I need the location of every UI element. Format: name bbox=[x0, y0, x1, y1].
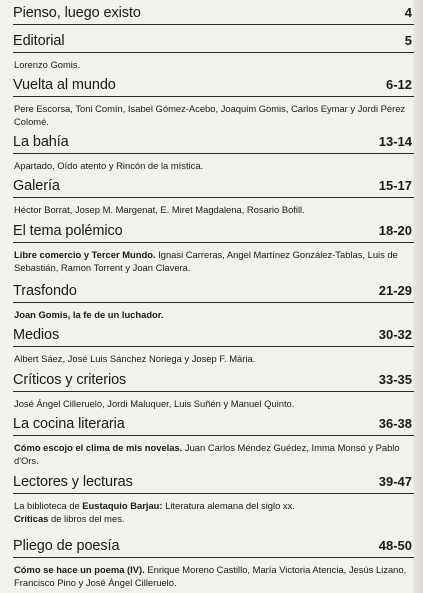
featured-topic: Joan Gomis, la fe de un luchador. bbox=[14, 309, 164, 320]
section-title: Pliego de poesía bbox=[13, 538, 120, 554]
section-contributors bbox=[13, 159, 414, 172]
section-pages: 21-29 bbox=[378, 283, 412, 298]
toc-entry-header bbox=[13, 223, 414, 243]
section-title: Pienso, luego existo bbox=[13, 5, 141, 21]
toc-entry bbox=[13, 33, 414, 71]
toc-entry bbox=[13, 474, 414, 525]
featured-topic: Libre comercio y Tercer Mundo. bbox=[14, 249, 156, 260]
toc-entry bbox=[13, 223, 414, 274]
section-contributors bbox=[13, 102, 414, 128]
toc-entry-header bbox=[13, 134, 414, 154]
section-contributors bbox=[13, 58, 414, 71]
toc-entry-header bbox=[13, 416, 414, 436]
section-pages: 18-20 bbox=[378, 223, 412, 238]
section-title: Trasfondo bbox=[13, 283, 77, 299]
section-pages: 13-14 bbox=[378, 134, 412, 149]
toc-entry bbox=[13, 416, 414, 467]
toc-entry-header bbox=[13, 372, 414, 392]
section-contributors bbox=[13, 203, 414, 216]
toc-entry-header bbox=[13, 283, 414, 303]
section-pages: 48-50 bbox=[378, 538, 412, 553]
toc-entry-header bbox=[13, 178, 414, 198]
section-contributors bbox=[13, 499, 414, 525]
toc-entry bbox=[13, 77, 414, 128]
toc-entry bbox=[13, 327, 414, 365]
section-pages: 15-17 bbox=[378, 178, 412, 193]
toc-entry bbox=[13, 538, 414, 589]
contributors-text: Juan Carlos Méndez Guédez, Imma Monsó y Pablo d'Ors. bbox=[14, 442, 400, 466]
section-contributors bbox=[13, 441, 414, 467]
section-pages: 33-35 bbox=[378, 372, 412, 387]
featured-topic: Cómo se hace un poema (IV). bbox=[14, 564, 145, 575]
contributors-text: José Ángel Cilleruelo, Jordi Maluquer, Luis Suñén y Manuel Quinto. bbox=[14, 398, 295, 409]
section-pages: 5 bbox=[404, 33, 412, 48]
contributors-text: Pere Escorsa, Toni Comín, Isabel Gómez-Acebo, Joaquim Gomis, Carlos Eymar y Jordi Pérez Colomé. bbox=[14, 103, 406, 127]
featured-topic: Cómo escojo el clima de mis novelas. bbox=[14, 442, 183, 453]
section-pages: 36-38 bbox=[378, 416, 412, 431]
page-edge bbox=[413, 0, 423, 593]
section-title: Galería bbox=[13, 178, 60, 194]
section-pages: 4 bbox=[404, 5, 412, 20]
reviews-label: Críticas bbox=[14, 513, 49, 524]
toc-entry bbox=[13, 283, 414, 321]
reviews-text: de libros del mes. bbox=[51, 513, 125, 524]
intro-text: La biblioteca de bbox=[14, 500, 80, 511]
section-title: Editorial bbox=[13, 33, 65, 49]
section-title: Críticos y criterios bbox=[13, 372, 127, 388]
section-title: Lectores y lecturas bbox=[13, 474, 133, 490]
toc-entry-header bbox=[13, 327, 414, 347]
section-pages: 39-47 bbox=[378, 474, 412, 489]
contributors-text: Héctor Borrat, Josep M. Margenat, E. Miret Magdalena, Rosario Bofill. bbox=[14, 204, 305, 215]
toc-entry-header bbox=[13, 33, 414, 53]
contributors-text: Enrique Moreno Castillo, María Victoria Atencia, Jesús Lizano, Francisco Pino y José Ángel Cilleruelo. bbox=[14, 564, 407, 588]
toc-entry-header bbox=[13, 5, 414, 25]
contributors-text: Lorenzo Gomis. bbox=[14, 59, 81, 70]
section-contributors bbox=[13, 397, 414, 410]
toc-entry-header bbox=[13, 538, 414, 558]
section-pages: 30-32 bbox=[378, 327, 412, 342]
toc-entry bbox=[13, 134, 414, 172]
section-contributors bbox=[13, 563, 414, 589]
contributors-text: Apartado, Oído atento y Rincón de la mística. bbox=[14, 160, 204, 171]
contributors-text: Literatura alemana del siglo xx. bbox=[165, 500, 295, 511]
table-of-contents bbox=[13, 0, 413, 593]
section-contributors bbox=[13, 352, 414, 365]
toc-entry bbox=[13, 372, 414, 410]
section-title: La cocina literaria bbox=[13, 416, 125, 432]
section-title: Medios bbox=[13, 327, 60, 343]
contributors-text: Albert Sáez, José Luis Sánchez Noriega y Josep F. Mària. bbox=[14, 353, 256, 364]
section-contributors bbox=[13, 308, 414, 321]
contributors-text: Ignasi Carreras, Angel Martínez González-Tablas, Luis de Sebastián, Ramon Torrent y Joan Clavera. bbox=[14, 249, 398, 273]
toc-entry-header bbox=[13, 474, 414, 494]
featured-author: Eustaquio Barjau: bbox=[82, 500, 163, 511]
toc-entry-header bbox=[13, 77, 414, 97]
section-title: Vuelta al mundo bbox=[13, 77, 116, 93]
section-title: La bahía bbox=[13, 134, 69, 150]
toc-entry bbox=[13, 5, 414, 25]
toc-entry bbox=[13, 178, 414, 216]
section-title: El tema polémico bbox=[13, 223, 123, 239]
section-pages: 6-12 bbox=[385, 77, 412, 92]
section-contributors bbox=[13, 248, 414, 274]
